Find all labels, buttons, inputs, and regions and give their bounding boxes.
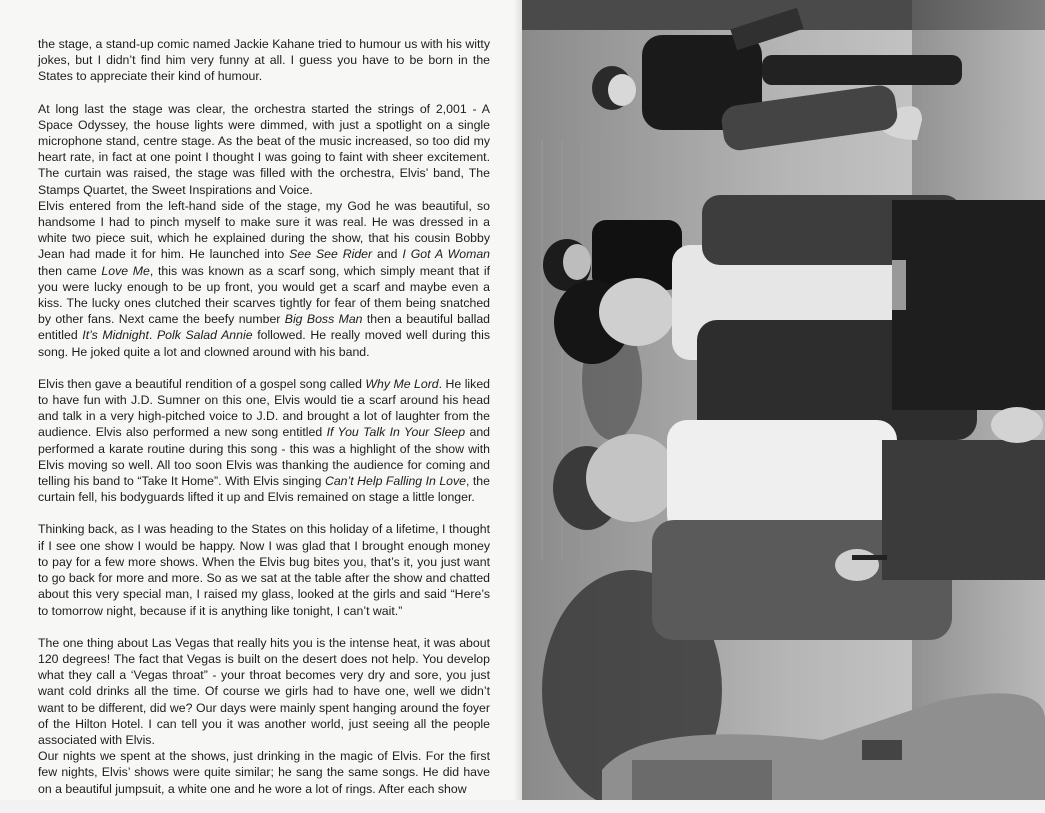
- photo-page: [522, 0, 1045, 800]
- black-and-white-photo: [522, 0, 1045, 800]
- paragraph-3: Elvis entered from the left-hand side of the stage, my God he was beautiful, so handsome I had to pinch myself to make sure it was real. He was dressed in a white two piece suit, which he explained during the show, that his cousin Bobby Jean had made it for him. He launched into See See Rider and I Got A Woman then came Love Me, this was known as a scarf song, which simply meant that if you were lucky enough to be up front, you would get a scarf and maybe even a kiss. The lucky ones clutched their scarves tightly for fear of them being snatched by other fans. Next came the beefy number Big Boss Man then a beautiful ballad entitled It’s Midnight. Polk Salad Annie followed. He really moved well during this song. He joked quite a lot and clowned around with his band.: [38, 198, 491, 359]
- paragraph-7: Our nights we spent at the shows, just drinking in the magic of Elvis. For the first few nights, Elvis’ shows were quite similar; he sang the same songs. He did have on a beautiful jumpsuit, a white one and he wore a lot of rings. After each show: [38, 749, 490, 796]
- text-page: [0, 0, 522, 800]
- paragraph-5: Thinking back, as I was heading to the States on this holiday of a lifetime, I thought if I see one show I would be happy. Now I was glad that I brought enough money to pay for a few more shows. When the Elvis bug bites you, that’s it, you just want to go back for more and more. So as we sat at the table after the show and chatted about this very special man, I raised my glass, looked at the girls and said “Here’s to tomorrow night, because if it is anything like tonight, I can’t wait.”: [38, 522, 490, 618]
- paragraph-6: The one thing about Las Vegas that really hits you is the intense heat, it was about 120 degrees! The fact that Vegas is built on the desert does not help. You develop what they call a ‘Vegas throat” - your throat becomes very dry and sore, you just want cold drinks all the time. Of course we girls had to have one, well we didn’t want to be different, did we? Our days were mainly spent hanging around the foyer of the Hilton Hotel. I can tell you it was another world, just seeing all the people associated with Elvis.: [38, 635, 490, 747]
- paragraph-1: the stage, a stand-up comic named Jackie Kahane tried to humour us with his witty jokes, but I didn’t find him very funny at all. I guess you have to be born in the States to appreciate their kind of humour.: [38, 37, 490, 84]
- article-body: [38, 36, 490, 813]
- paragraph-4: Elvis then gave a beautiful rendition of a gospel song called Why Me Lord. He liked to have fun with J.D. Sumner on this one, Elvis would tie a scarf around his head and talk in a very high-pitched voice to J.D. and brought a lot of laughter from the audience. Elvis also performed a new song entitled If You Talk In Your Sleep and performed a karate routine during this song - this was a highlight of the show with Elvis moving so well. All too soon Elvis was thanking the audience for coming and telling his band to “Take It Home”. With Elvis singing Can’t Help Falling In Love, the curtain fell, his bodyguards lifted it up and Elvis remained on stage a little longer.: [38, 376, 490, 505]
- paragraph-2: At long last the stage was clear, the orchestra started the strings of 2,001 - A Space Odyssey, the house lights were dimmed, with just a spotlight on a single microphone stand, centre stage. As the beat of the music increased, so too did my heart rate, in fact at one point I thought I was going to faint with sheer excitement. The curtain was raised, the stage was filled with the orchestra, Elvis’ band, The Stamps Quartet, the Sweet Inspirations and Voice.: [38, 101, 490, 197]
